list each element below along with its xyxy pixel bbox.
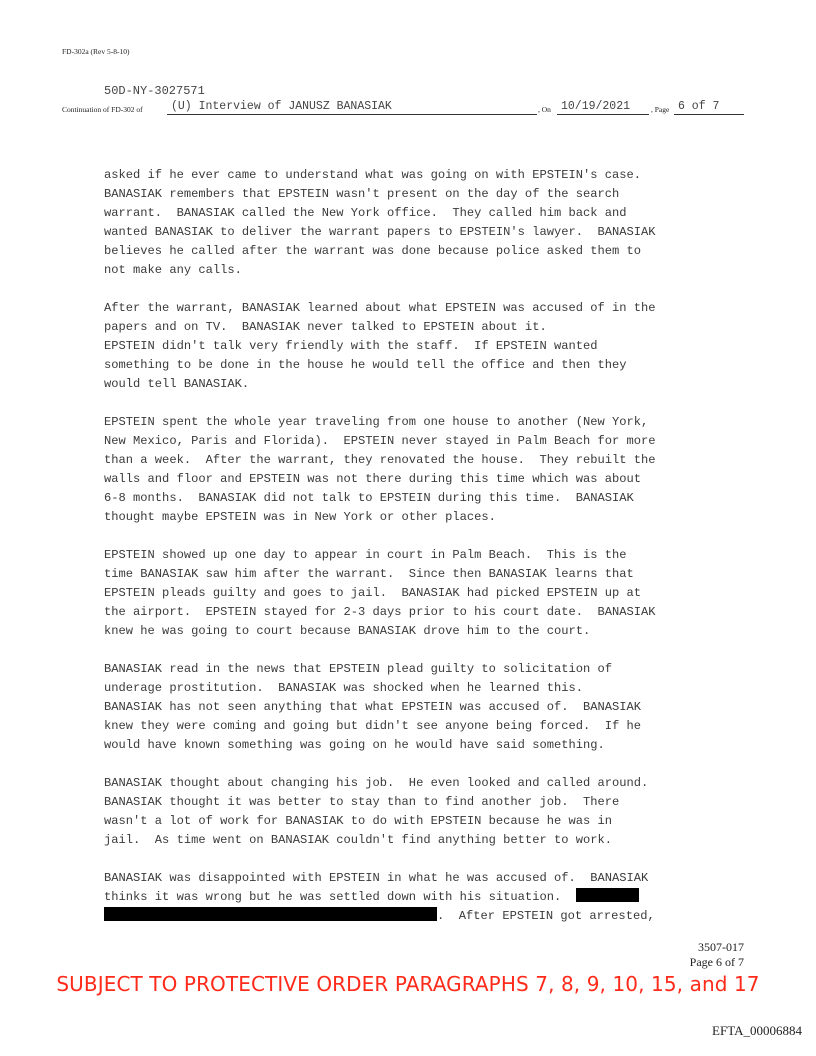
text-line: EPSTEIN showed up one day to appear in court in Palm Beach. This is the — [104, 548, 627, 562]
text-line: would tell BANASIAK. — [104, 377, 250, 391]
page-stamp — [690, 940, 744, 970]
text-line: the airport. EPSTEIN stayed for 2-3 days prior to his court date. BANASIAK — [104, 605, 656, 619]
text-segment: thinks it was wrong but he was settled down with his situation. — [104, 890, 576, 904]
text-line: something to be done in the house he would tell the office and then they — [104, 358, 627, 372]
continuation-label: Continuation of FD-302 of — [62, 105, 143, 114]
text-line: wasn't a lot of work for BANASIAK to do with EPSTEIN because he was in — [104, 814, 613, 828]
text-line: BANASIAK read in the news that EPSTEIN plead guilty to solicitation of — [104, 662, 613, 676]
text-line: BANASIAK remembers that EPSTEIN wasn't present on the day of the search — [104, 187, 620, 201]
continuation-row — [62, 97, 752, 115]
text-line: EPSTEIN didn't talk very friendly with the staff. If EPSTEIN wanted — [104, 339, 598, 353]
file-number: 50D-NY-3027571 — [104, 84, 205, 98]
paragraph — [104, 166, 704, 280]
text-line: walls and floor and EPSTEIN was not there during this time which was about — [104, 472, 642, 486]
date-field: 10/19/2021 — [557, 98, 649, 115]
text-line: underage prostitution. BANASIAK was shocked when he learned this. — [104, 681, 583, 695]
page-label: , Page — [651, 105, 670, 114]
text-line-with-redaction — [104, 907, 704, 926]
text-line: knew they were coming and going but didn't see anyone being forced. If he — [104, 719, 642, 733]
text-line: BANASIAK thought about changing his job. He even looked and called around. — [104, 776, 649, 790]
text-line: not make any calls. — [104, 263, 242, 277]
text-line: time BANASIAK saw him after the warrant. Since then BANASIAK learns that — [104, 567, 634, 581]
paragraph — [104, 413, 704, 527]
text-line: EPSTEIN spent the whole year traveling from one house to another (New York, — [104, 415, 649, 429]
paragraph — [104, 774, 704, 850]
text-line: BANASIAK thought it was better to stay than to find another job. There — [104, 795, 620, 809]
on-label: , On — [538, 105, 551, 114]
paragraph — [104, 660, 704, 755]
text-line: knew he was going to court because BANASIAK drove him to the court. — [104, 624, 591, 638]
text-line: thought maybe EPSTEIN was in New York or other places. — [104, 510, 496, 524]
text-line: warrant. BANASIAK called the New York office. They called him back and — [104, 206, 627, 220]
text-line: than a week. After the warrant, they renovated the house. They rebuilt the — [104, 453, 656, 467]
bates-number: EFTA_00006884 — [712, 1023, 802, 1038]
text-line: BANASIAK has not seen anything that what EPSTEIN was accused of. BANASIAK — [104, 700, 642, 714]
text-line: jail. As time went on BANASIAK couldn't find anything better to work. — [104, 833, 613, 847]
paragraph-last — [104, 869, 704, 926]
text-segment: . After EPSTEIN got arrested, — [437, 909, 655, 923]
text-line: 6-8 months. BANASIAK did not talk to EPSTEIN during this time. BANASIAK — [104, 491, 634, 505]
text-line: papers and on TV. BANASIAK never talked to EPSTEIN about it. — [104, 320, 547, 334]
text-line: asked if he ever came to understand what was going on with EPSTEIN's case. — [104, 168, 642, 182]
doc-code: 3507-017 — [698, 940, 744, 954]
text-line-with-redaction — [104, 888, 704, 907]
paragraph — [104, 299, 704, 394]
text-line: EPSTEIN pleads guilty and goes to jail. BANASIAK had picked EPSTEIN up at — [104, 586, 642, 600]
document-body — [104, 166, 704, 945]
text-line: New Mexico, Paris and Florida). EPSTEIN never stayed in Palm Beach for more — [104, 434, 656, 448]
text-line: would have known something was going on he would have said something. — [104, 738, 605, 752]
form-id: FD-302a (Rev 5-8-10) — [62, 47, 130, 56]
text-line: BANASIAK was disappointed with EPSTEIN in what he was accused of. BANASIAK — [104, 871, 649, 885]
page-field: 6 of 7 — [674, 98, 744, 115]
redaction-block — [576, 888, 639, 902]
protective-order-notice: SUBJECT TO PROTECTIVE ORDER PARAGRAPHS 7, 8, 9, 10, 15, and 17 — [56, 972, 760, 996]
paragraph — [104, 546, 704, 641]
text-line: believes he called after the warrant was done because police asked them to — [104, 244, 642, 258]
subject-field: (U) Interview of JANUSZ BANASIAK — [167, 98, 537, 115]
text-line: After the warrant, BANASIAK learned about what EPSTEIN was accused of in the — [104, 301, 656, 315]
page-of: Page 6 of 7 — [689, 955, 744, 969]
text-line: wanted BANASIAK to deliver the warrant papers to EPSTEIN's lawyer. BANASIAK — [104, 225, 656, 239]
redaction-block — [104, 907, 437, 921]
